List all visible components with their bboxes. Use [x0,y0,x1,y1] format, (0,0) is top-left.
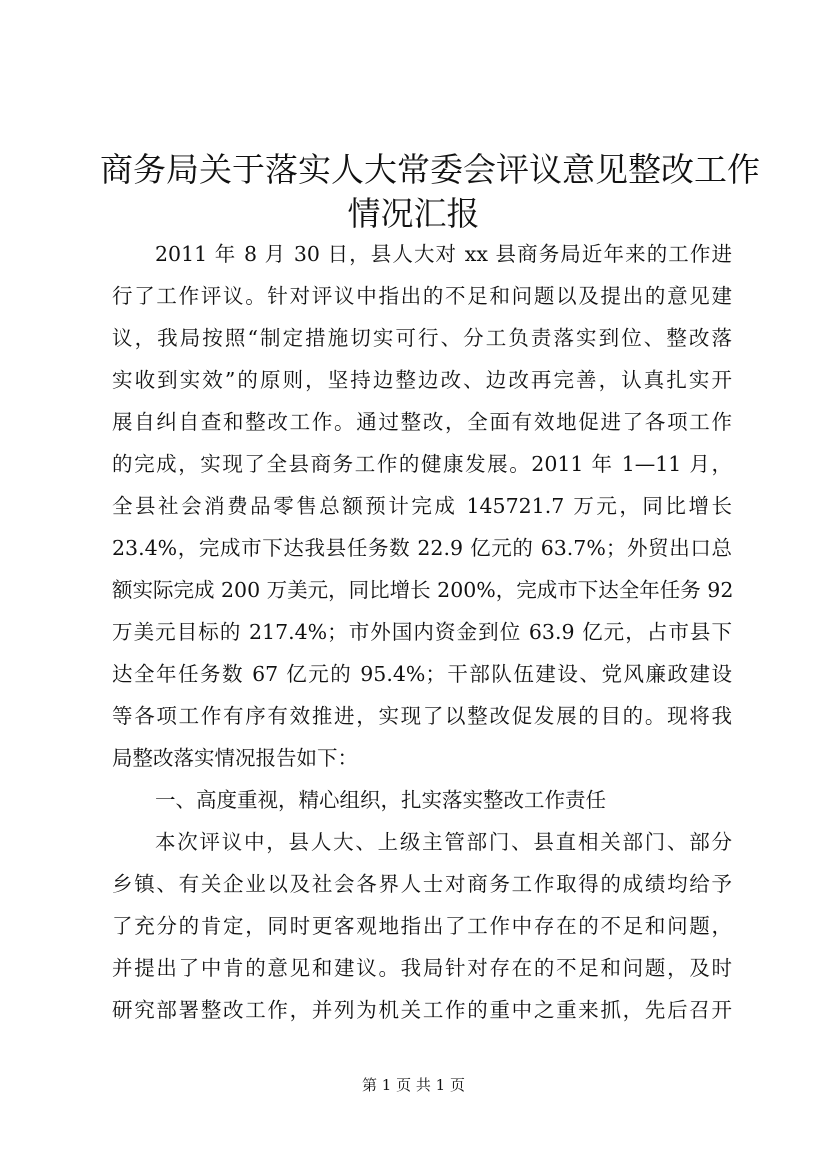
paragraph-line: 等各项工作有序有效推进，实现了以整改促发展的目的。现将我 [112,704,732,728]
paragraph-line: 全县社会消费品零售总额预计完成 145721.7 万元，同比增长 [112,494,732,518]
paragraph-line: 了充分的肯定，同时更客观地指出了工作中存在的不足和问题， [112,914,732,938]
paragraph-line: 展自纠自查和整改工作。通过整改，全面有效地促进了各项工作 [112,410,732,434]
paragraph-line: 研究部署整改工作，并列为机关工作的重中之重来抓，先后召开 [112,998,732,1022]
paragraph-line: 23.4%，完成市下达我县任务数 22.9 亿元的 63.7%；外贸出口总 [112,536,732,560]
paragraph-line: 议，我局按照“制定措施切实可行、分工负责落实到位、整改落 [112,326,732,350]
paragraph-line: 实收到实效”的原则，坚持边整边改、边改再完善，认真扎实开 [112,368,732,392]
paragraph-line: 2011 年 8 月 30 日，县人大对 xx 县商务局近年来的工作进 [155,242,732,266]
paragraph-line: 达全年任务数 67 亿元的 95.4%；干部队伍建设、党风廉政建设 [112,662,732,686]
paragraph-line: 乡镇、有关企业以及社会各界人士对商务工作取得的成绩均给予 [112,872,732,896]
paragraph-line: 行了工作评议。针对评议中指出的不足和问题以及提出的意见建 [112,284,732,308]
paragraph-line: 局整改落实情况报告如下： [112,746,358,770]
paragraph-line: 并提出了中肯的意见和建议。我局针对存在的不足和问题，及时 [112,956,732,980]
document-title-line-1: 商务局关于落实人大常委会评议意见整改工作 [100,150,760,189]
document-title-line-2: 情况汇报 [347,194,480,233]
page-number-footer: 第 1 页 共 1 页 [362,1076,465,1094]
section-heading: 一、高度重视，精心组织，扎实落实整改工作责任 [155,788,606,812]
paragraph-line: 万美元目标的 217.4%；市外国内资金到位 63.9 亿元，占市县下 [112,620,732,644]
paragraph-line: 的完成，实现了全县商务工作的健康发展。2011 年 1—11 月， [112,452,732,476]
paragraph-line: 额实际完成 200 万美元，同比增长 200%，完成市下达全年任务 92 [112,578,734,602]
paragraph-line: 本次评议中，县人大、上级主管部门、县直相关部门、部分 [155,830,732,854]
